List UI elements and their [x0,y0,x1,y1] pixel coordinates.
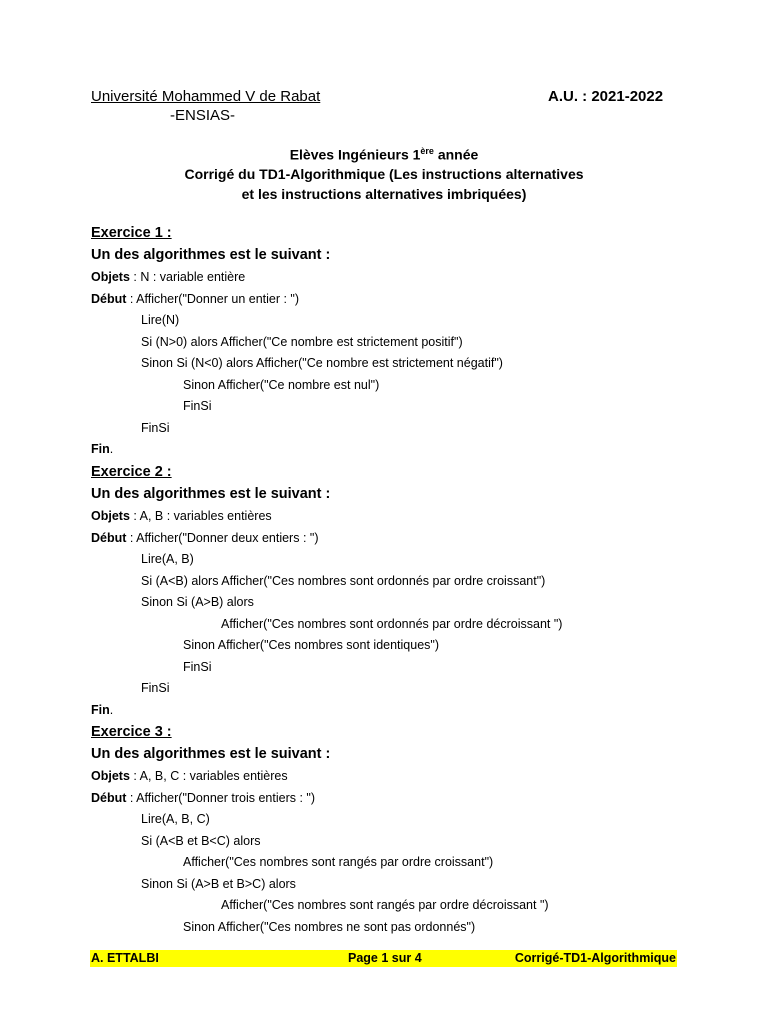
title-line-2: Corrigé du TD1-Algorithmique (Les instructions alternatives [184,166,584,182]
code-text: Afficher("Ces nombres sont ordonnés par ordre décroissant ") [221,616,563,631]
exercise-intro: Un des algorithmes est le suivant : [91,486,331,502]
code-text: FinSi [183,399,212,413]
code-text: Sinon Afficher("Ces nombres sont identiques") [183,638,439,652]
code-line [183,855,493,869]
code-text: : N : variable entière [129,270,246,284]
code-text: Sinon Afficher("Ces nombres ne sont pas ordonnés") [183,919,476,934]
code-line [91,703,113,717]
code-line [141,356,503,370]
title-line-1 [0,146,768,163]
code-keyword: Objets [91,769,130,783]
code-text: : Afficher("Donner deux entiers : ") [126,530,319,545]
footer-page: Page 1 sur 4 [348,951,422,965]
footer-doc: Corrigé-TD1-Algorithmique [514,951,676,965]
code-line [183,378,379,392]
academic-year: A.U. : 2021-2022 [548,88,664,105]
title-line-1-sup: ère [420,146,434,156]
code-line [91,442,113,456]
code-keyword: Début [91,530,127,545]
code-line [141,574,545,588]
code-text: : Afficher("Donner trois entiers : ") [126,790,315,805]
code-line [91,509,272,523]
code-line [141,812,210,826]
code-line [221,617,562,631]
exercise-heading: Exercice 3 : [91,724,172,740]
code-text: Sinon Afficher("Ce nombre est nul") [183,377,380,392]
code-text: FinSi [141,420,170,435]
code-text: Si (N>0) alors Afficher("Ce nombre est strictement positif") [141,334,463,349]
code-line [141,552,194,566]
code-text: Sinon Si (A>B) alors [141,595,254,609]
code-text: . [109,702,114,717]
code-text: Afficher("Ces nombres sont rangés par ordre croissant") [183,855,494,869]
code-text: FinSi [141,681,170,695]
title-line-1-suffix: année [433,146,479,163]
code-text: : Afficher("Donner un entier : ") [126,291,300,306]
code-line [183,638,439,652]
code-text: Sinon Si (N<0) alors Afficher("Ce nombre est strictement négatif") [141,356,503,370]
code-line [183,660,211,674]
code-line [141,335,463,349]
code-text: Lire(A, B, C) [141,812,210,826]
code-keyword: Fin [91,442,110,456]
code-line [91,769,288,783]
code-text: Sinon Si (A>B et B>C) alors [141,876,296,891]
code-line [91,791,315,805]
code-line [183,399,211,413]
code-keyword: Objets [91,509,130,523]
code-text: Afficher("Ces nombres sont rangés par ordre décroissant ") [221,898,549,912]
exercise-intro: Un des algorithmes est le suivant : [91,746,331,762]
code-text: Lire(A, B) [141,552,194,566]
code-text: FinSi [183,659,212,674]
code-text: Si (A<B) alors Afficher("Ces nombres sont ordonnés par ordre croissant") [141,573,546,588]
code-line [141,877,296,891]
code-keyword: Fin [91,702,110,717]
code-text: : A, B : variables entières [129,509,272,523]
footer-bar [90,950,677,967]
exercise-heading: Exercice 2 : [91,464,172,480]
school-name: -ENSIAS- [170,107,236,124]
code-line [221,898,549,912]
footer-author: A. ETTALBI [91,951,159,965]
code-line [141,681,169,695]
exercise-heading: Exercice 1 : [91,225,172,241]
title-line-1-prefix: Elèves Ingénieurs 1 [289,146,421,163]
code-line [91,270,245,284]
code-text: : A, B, C : variables entières [129,769,288,783]
code-line [91,531,319,545]
exercise-intro: Un des algorithmes est le suivant : [91,247,331,263]
code-text: . [109,442,114,456]
code-keyword: Début [91,790,127,805]
university-name: Université Mohammed V de Rabat [91,88,321,105]
code-line [91,292,299,306]
code-line [141,421,169,435]
code-line [141,595,254,609]
code-text: Lire(N) [141,313,180,327]
code-line [141,834,261,848]
code-line [183,920,475,934]
code-keyword: Objets [91,270,130,284]
code-keyword: Début [91,291,127,306]
code-line [141,313,179,327]
code-text: Si (A<B et B<C) alors [141,833,261,848]
title-line-3: et les instructions alternatives imbriquées) [241,186,527,202]
